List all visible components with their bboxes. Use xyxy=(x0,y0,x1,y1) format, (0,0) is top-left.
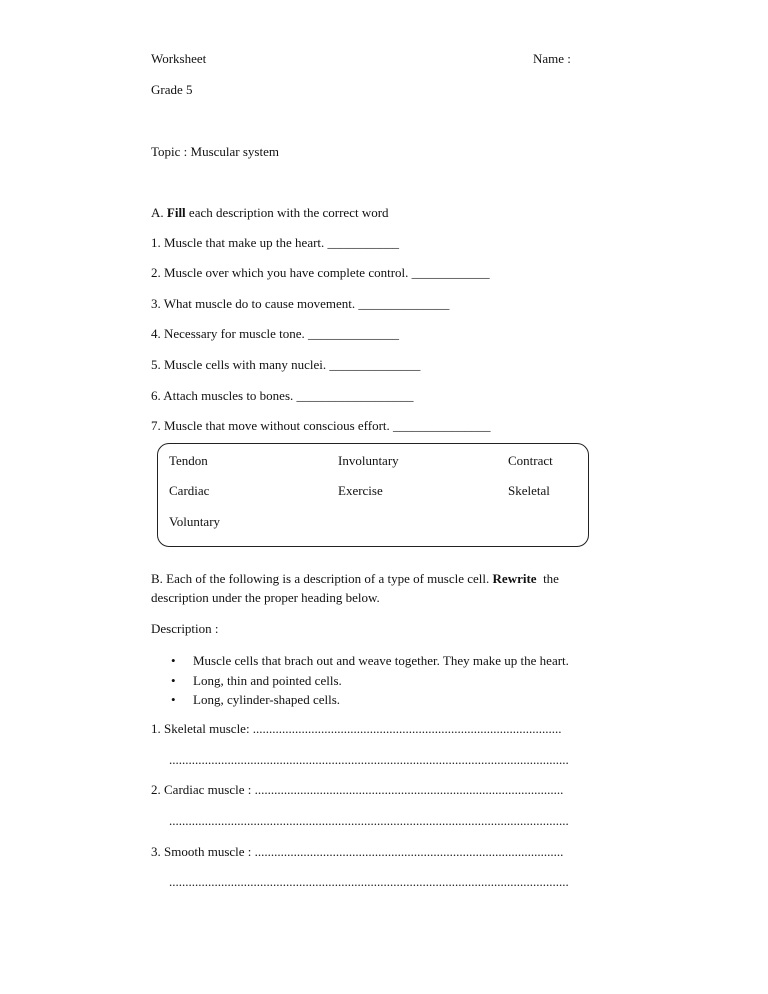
answer-skeletal-line: ........................................................................................................................... xyxy=(169,752,569,767)
section-b-prefix: B. Each of the following is a description of a type of muscle cell. xyxy=(151,571,493,586)
word-bank-item: Cardiac xyxy=(169,483,210,498)
section-a-rest: each description with the correct word xyxy=(185,205,389,220)
answer-skeletal-label: 1. Skeletal muscle: ............................................................................................... xyxy=(151,721,562,736)
bullet-text: Long, thin and pointed cells. xyxy=(193,672,342,688)
section-b-instruction-line1 xyxy=(151,571,559,587)
section-a-bold: Fill xyxy=(166,205,186,220)
bullet-icon: • xyxy=(171,653,176,668)
word-bank-item: Skeletal xyxy=(508,483,550,498)
question-2: 2. Muscle over which you have complete control. ____________ xyxy=(151,265,490,280)
section-b-instruction-line2: description under the proper heading below. xyxy=(151,590,380,605)
word-bank-item: Exercise xyxy=(338,483,383,498)
list-item xyxy=(171,671,569,691)
question-4: 4. Necessary for muscle tone. ______________ xyxy=(151,326,400,341)
description-list xyxy=(171,651,569,710)
answer-cardiac-label: 2. Cardiac muscle : ............................................................................................... xyxy=(151,782,564,797)
word-bank-box xyxy=(157,443,589,547)
answer-smooth-line: ........................................................................................................................... xyxy=(169,874,569,889)
word-bank-item: Involuntary xyxy=(338,453,399,468)
section-b-suffix: the xyxy=(536,571,559,586)
name-label: Name : xyxy=(533,51,571,66)
topic-label: Topic : Muscular system xyxy=(151,144,279,159)
question-6: 6. Attach muscles to bones. __________________ xyxy=(151,388,414,403)
section-a-prefix: A. xyxy=(151,205,167,220)
answer-smooth-label: 3. Smooth muscle : ............................................................................................... xyxy=(151,844,564,859)
question-3: 3. What muscle do to cause movement. ______________ xyxy=(151,296,450,311)
worksheet-label: Worksheet xyxy=(151,51,207,66)
word-bank-item: Tendon xyxy=(169,453,208,468)
bullet-icon: • xyxy=(171,692,176,707)
question-5: 5. Muscle cells with many nuclei. ______________ xyxy=(151,357,421,372)
bullet-text: Muscle cells that brach out and weave together. They make up the heart. xyxy=(193,653,569,668)
answer-cardiac-line: ........................................................................................................................... xyxy=(169,813,569,828)
word-bank-item: Contract xyxy=(508,453,553,468)
bullet-text: Long, cylinder-shaped cells. xyxy=(193,692,341,707)
description-label: Description : xyxy=(151,621,219,636)
list-item xyxy=(171,690,569,710)
section-b-bold: Rewrite xyxy=(492,571,537,586)
bullet-icon: • xyxy=(171,672,176,688)
question-7: 7. Muscle that move without conscious effort. _______________ xyxy=(151,418,491,433)
grade-label: Grade 5 xyxy=(151,82,193,97)
word-bank-item: Voluntary xyxy=(169,514,221,529)
section-a-heading xyxy=(151,205,389,221)
list-item xyxy=(171,651,569,671)
question-1: 1. Muscle that make up the heart. ___________ xyxy=(151,235,400,250)
